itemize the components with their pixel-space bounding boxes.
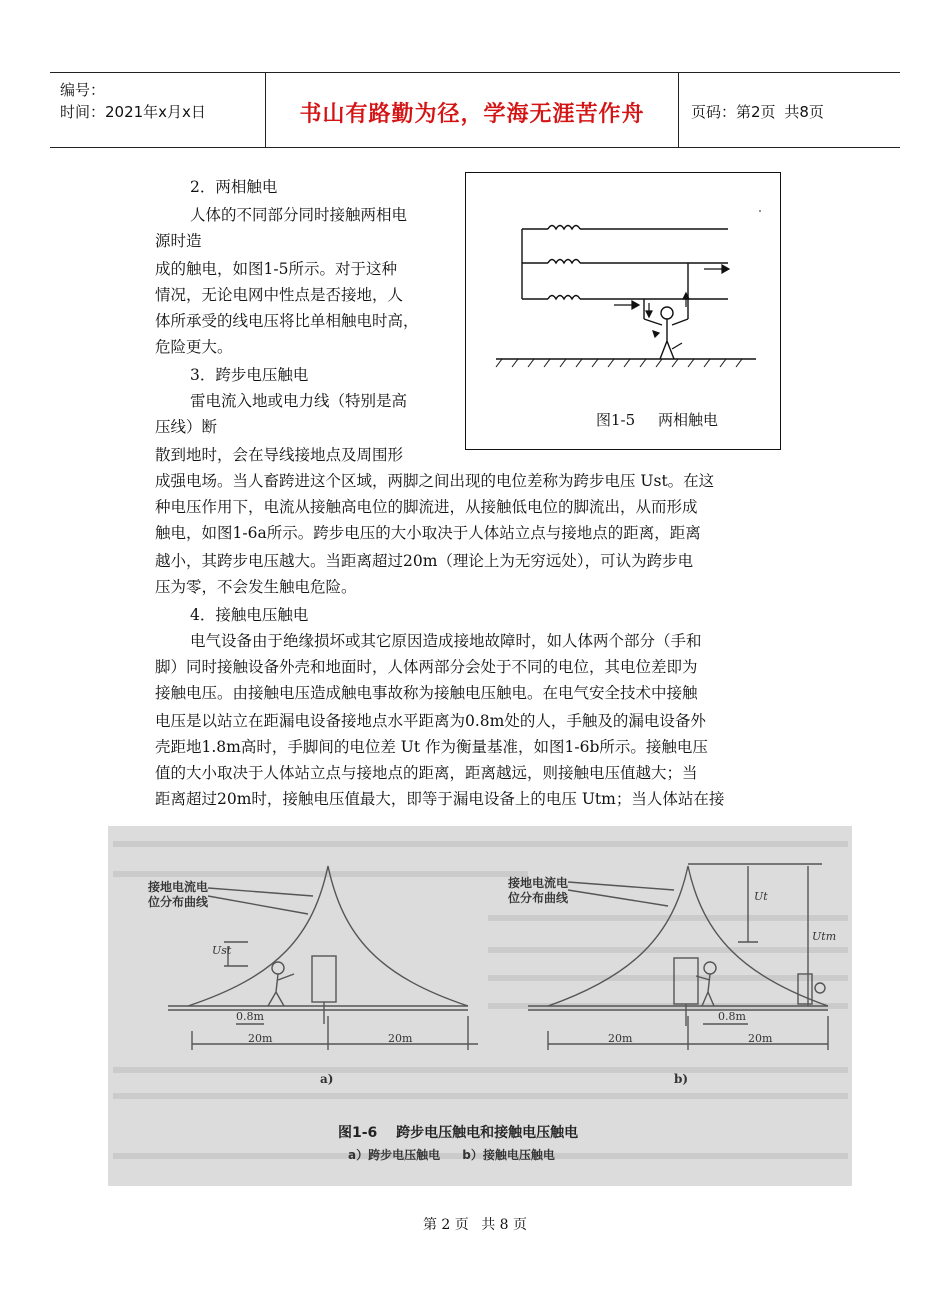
- paragraph-line: 人体的不同部分同时接触两相电: [190, 206, 408, 224]
- footer-page-number: 第 2 页: [422, 1217, 469, 1233]
- header-motto-cell: [266, 73, 679, 147]
- paragraph-line: 成的触电，如图1-5所示。对于这种: [155, 260, 397, 278]
- paragraph-line: 源时造: [155, 232, 202, 250]
- paragraph-line: 情况，无论电网中性点是否接地，人: [155, 286, 404, 304]
- distance-20m-a-left: 20m: [248, 1032, 273, 1045]
- header-page-total: 共8页: [784, 103, 824, 121]
- figure-1-6-sub-b: b）接触电压触电: [462, 1148, 555, 1162]
- section-heading-step-voltage: 3．跨步电压触电: [190, 366, 309, 384]
- ut-label: Ut: [754, 890, 768, 903]
- figure-1-6-subcaptions: [348, 1146, 573, 1163]
- distance-20m-a-right: 20m: [388, 1032, 413, 1045]
- figure-1-6-caption: [338, 1122, 592, 1142]
- paragraph-line: 体所承受的线电压将比单相触电时高，: [155, 312, 419, 330]
- utm-label: Utm: [812, 930, 837, 943]
- paragraph-line: 电气设备由于绝缘损坏或其它原因造成接地故障时，如人体两个部分（手和: [190, 632, 702, 650]
- figure-1-6-step-contact-voltage: [108, 826, 852, 1186]
- paragraph-line: 雷电流入地或电力线（特别是高: [190, 392, 408, 410]
- two-phase-circuit-diagram: [466, 173, 780, 449]
- diagram-a-label: a): [320, 1072, 334, 1086]
- header-page-cell: [679, 73, 900, 147]
- page-footer: [0, 1214, 950, 1234]
- figure-1-5-title: 两相触电: [657, 411, 718, 429]
- paragraph-line: 种电压作用下，电流从接触高电位的脚流进，从接触低电位的脚流出，从而形成: [155, 498, 698, 516]
- paragraph-line: 壳距地1.8m高时，手脚间的电位差 Ut 作为衡量基准，如图1-6b所示。接触电压: [155, 738, 708, 756]
- curve-label-b: 接地电流电 位分布曲线: [508, 876, 569, 905]
- paragraph-line: 压为零，不会发生触电危险。: [155, 578, 357, 596]
- header-motto: 书山有路勤为径，学海无涯苦作舟: [299, 102, 645, 127]
- figure-1-5-two-phase-shock: [465, 172, 781, 450]
- paragraph-line: 接触电压。由接触电压造成触电事故称为接触电压触电。在电气安全技术中接触: [155, 684, 698, 702]
- paragraph-line: 电压是以站立在距漏电设备接地点水平距离为0.8m处的人，手触及的漏电设备外: [155, 712, 706, 730]
- distance-20m-b-right: 20m: [748, 1032, 773, 1045]
- header-page-current: 页码：第2页: [691, 103, 776, 121]
- diagram-b-label: b): [674, 1072, 689, 1086]
- figure-1-6-sub-a: a）跨步电压触电: [348, 1148, 441, 1162]
- paragraph-line: 成强电场。当人畜跨进这个区域，两脚之间出现的电位差称为跨步电压 Ust。在这: [155, 472, 715, 490]
- paragraph-line: 危险更大。: [155, 338, 233, 356]
- paragraph-line: 距离超过20m时，接触电压值最大，即等于漏电设备上的电压 Utm；当人体站在接: [155, 790, 725, 808]
- ust-label: Ust: [212, 944, 232, 957]
- figure-1-5-number: 图1-5: [596, 411, 636, 429]
- paragraph-line: 越小，其跨步电压越大。当距离超过20m（理论上为无穷远处），可认为跨步电: [155, 552, 694, 570]
- paragraph-line: 触电，如图1-6a所示。跨步电压的大小取决于人体站立点与接地点的距离，距离: [155, 524, 701, 542]
- figure-1-5-caption: [596, 409, 736, 430]
- paragraph-line: 压线）断: [155, 418, 218, 436]
- header-page-code: [691, 101, 828, 122]
- paragraph-line: 散到地时，会在导线接地点及周围形: [155, 446, 404, 464]
- document-time-label: 时间：2021年x月x日: [60, 103, 206, 121]
- section-heading-two-phase: 2．两相触电: [190, 178, 278, 196]
- paragraph-line: 脚）同时接触设备外壳和地面时，人体两部分会处于不同的电位，其电位差即为: [155, 658, 698, 676]
- figure-1-6-number: 图1-6: [338, 1125, 378, 1141]
- document-number-label: 编号：: [60, 81, 106, 99]
- header-info-cell: [50, 73, 266, 147]
- curve-label-a: 接地电流电 位分布曲线: [148, 880, 209, 909]
- footer-page-total: 共 8 页: [481, 1217, 528, 1233]
- page-header: [50, 72, 900, 148]
- distance-0-8m-a: 0.8m: [236, 1010, 264, 1023]
- section-heading-contact-voltage: 4．接触电压触电: [190, 606, 309, 624]
- paragraph-line: 值的大小取决于人体站立点与接地点的距离，距离越远，则接触电压值越大；当: [155, 764, 698, 782]
- distance-0-8m-b: 0.8m: [718, 1010, 746, 1023]
- distance-20m-b-left: 20m: [608, 1032, 633, 1045]
- figure-1-6-title: 跨步电压触电和接触电压触电: [396, 1125, 579, 1141]
